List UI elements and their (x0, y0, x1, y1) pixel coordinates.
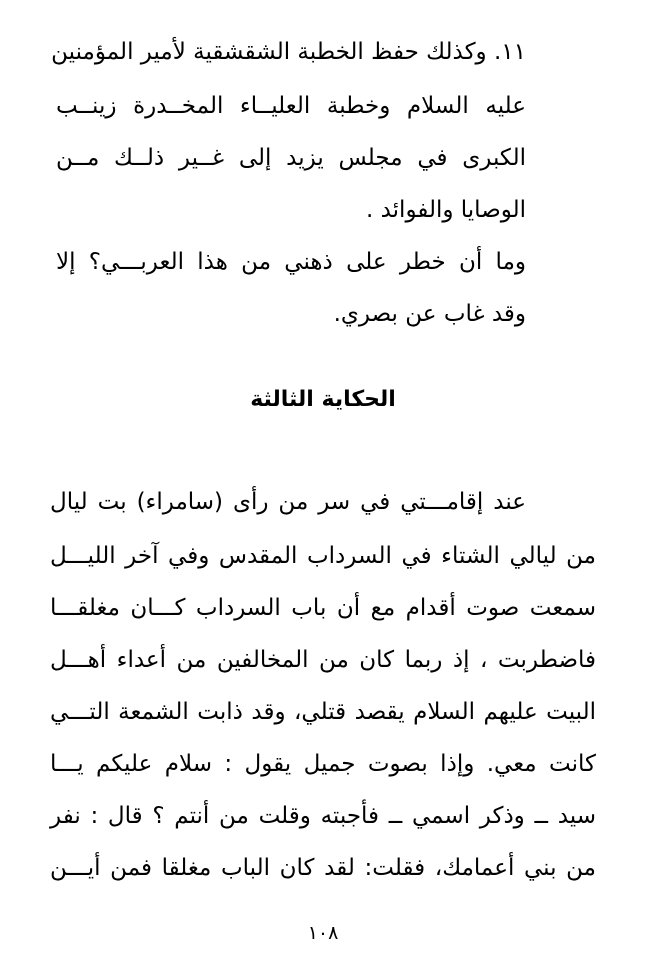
paragraph-line: فاضطربت ، إذ ربما كان من المخالفين من أعداء أهـــل (50, 647, 596, 673)
paragraph-line: من ليالي الشتاء في السرداب المقدس وفي آخر الليـــل (50, 543, 596, 569)
paragraph-line: من بني أعمامك، فقلت: لقد كان الباب مغلقا فمن أيـــن (50, 855, 596, 881)
paragraph-line: وقد غاب عن بصري. (333, 301, 526, 327)
paragraph-line (50, 486, 526, 518)
paragraph-line: عليه السلام وخطبة العليــاء المخــدرة زينــب (56, 93, 526, 119)
paragraph-line: الوصايا والفوائد . (365, 197, 526, 223)
paragraph-line: ١١. وكذلك حفظ الخطبة الشقشقية لأمير المؤمنين (51, 39, 526, 65)
paragraph-line: سمعت صوت أقدام مع أن باب السرداب كـــان مغلقـــا (50, 595, 596, 621)
page-number: ١٠٨ (307, 922, 339, 944)
section-heading: الحكاية الثالثة (250, 387, 396, 412)
paragraph-line: سيد ــ وذكر اسمي ــ فأجبته وقلت من أنتم ؟ قال : نفر (50, 803, 596, 829)
paragraph-line-text: عند إقامـــتي في سر من رأى (سامراء) بت ليال (50, 489, 526, 515)
paragraph-line: وما أن خطر على ذهني من هذا العربـــي؟ إلا (56, 249, 526, 275)
paragraph-line: كانت معي. وإذا بصوت جميل يقول : سلام عليكم يـــا (50, 751, 596, 777)
paragraph-line: البيت عليهم السلام يقصد قتلي، وقد ذابت الشمعة التـــي (50, 699, 596, 725)
paragraph-line: الكبرى في مجلس يزيد إلى غــير ذلــك مــن (56, 145, 526, 171)
